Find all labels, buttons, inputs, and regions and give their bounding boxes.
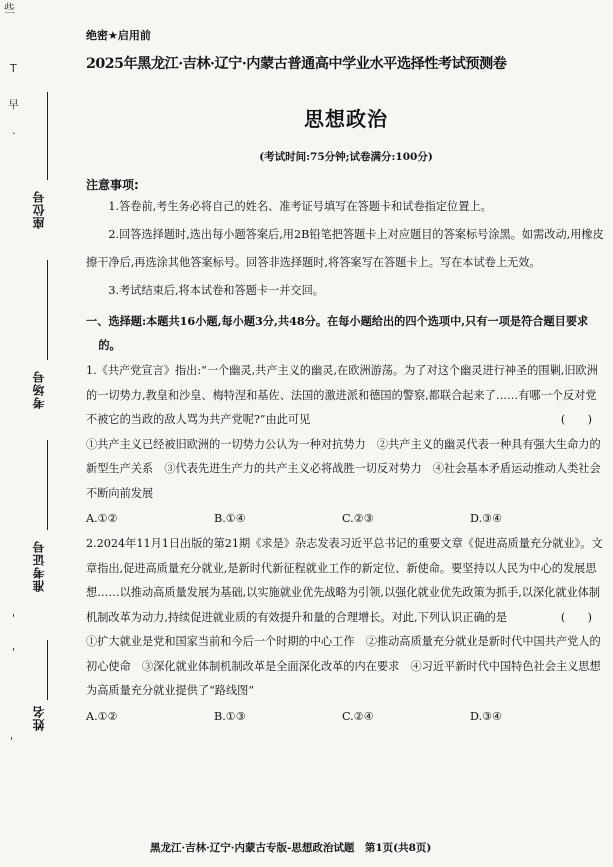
question-options — [86, 506, 606, 532]
binding-margin — [0, 0, 62, 867]
option-b: B.①④ — [214, 512, 246, 525]
question-stem: 2.2024年11月1日出版的第21期《求是》杂志发表习近平总书记的重要文章《促进高质量充分就业》。文章指出,促进高质量充分就业,是新时代新征程就业工作的新定位、新使命。要坚持以人民为中心的发展思想……以推动高质量发展为基础,以实施就业优先战略为引领,以强化就业优先政策为抓手,以深化就业体制机制改革为动力,持续促进就业质的有效提升和量的合理增长。对此,下列认识正确的是 ( ) — [86, 532, 606, 630]
note-item: 1.答卷前,考生务必将自己的姓名、准考证号填写在答题卡和试卷指定位置上。 — [108, 200, 492, 213]
side-mark-2: 早 — [8, 98, 19, 111]
name-label: 姓名 — [32, 705, 46, 731]
side-mark-1: T — [10, 62, 17, 75]
option-a: A.①② — [86, 512, 118, 525]
seat-line — [47, 92, 48, 180]
option-c: C.②③ — [342, 512, 374, 525]
ticket-number-label: 准考证号 — [32, 540, 46, 592]
question-stem: 1.《共产党宣言》指出:“一个幽灵,共产主义的幽灵,在欧洲游荡。为了对这个幽灵进行神圣的围剿,旧欧洲的一切势力,教皇和沙皇、梅特涅和基佐、法国的激进派和德国的警察,都联合起来了……有哪一个反对党不被它的当政的敌人骂为共产党呢?”由此可见 ( ) — [86, 359, 606, 433]
answer-paren: ( ) — [560, 413, 592, 426]
option-d: D.③④ — [470, 512, 503, 525]
notes-heading: 注意事项: — [86, 178, 139, 192]
side-mark-5: ' — [12, 646, 16, 659]
seat-number-label: 座位号 — [32, 190, 46, 229]
ticket-line — [47, 440, 48, 530]
page-footer: 黑龙江·吉林·辽宁·内蒙古专版-思想政治试题 第1页(共8页) — [150, 842, 432, 854]
exam-title: 2025年黑龙江·吉林·辽宁·内蒙古普通高中学业水平选择性考试预测卷 — [86, 56, 507, 72]
option-b: B.①③ — [214, 709, 246, 723]
name-line — [47, 640, 48, 700]
question-2 — [86, 532, 606, 730]
question-statements: ①扩大就业是党和国家当前和今后一个时期的中心工作 ②推动高质量充分就业是新时代中国共产党人的初心使命 ③深化就业体制机制改革是全面深化改革的内在要求 ④习近平新时代中国特色社会主义思想为高质量充分就业提供了“路线图” — [86, 635, 601, 697]
room-line — [47, 260, 48, 360]
option-a: A.①② — [86, 709, 118, 723]
corner-mark: 些 — [4, 2, 15, 15]
confidential-tag: 绝密★启用前 — [86, 29, 151, 42]
exam-room-label: 考场号 — [32, 370, 46, 409]
note-item: 2.回答选择题时,选出每小题答案后,用2B铅笔把答题卡上对应题目的答案标号涂黑。如需改动,用橡皮擦干净后,再选涂其他答案标号。回答非选择题时,将答案写在答题卡上。写在本试卷上无效。 — [86, 228, 604, 269]
side-mark-4: ' — [12, 612, 16, 625]
question-options — [86, 704, 606, 730]
subject-title: 思想政治 — [304, 107, 388, 131]
answer-paren: ( ) — [560, 610, 592, 624]
option-d: D.③④ — [470, 709, 503, 723]
note-item: 3.考试结束后,将本试卷和答题卡一并交回。 — [108, 284, 324, 297]
section-heading: 一、选择题:本题共16小题,每小题3分,共48分。在每小题给出的四个选项中,只有一项是符合题目要求的。 — [86, 314, 589, 352]
side-mark-6: ' — [10, 735, 14, 748]
question-1 — [86, 359, 606, 532]
option-c: C.②④ — [342, 709, 374, 723]
question-statements: ①共产主义已经被旧欧洲的一切势力公认为一种对抗势力 ②共产主义的幽灵代表一种具有强大生命力的新型生产关系 ③代表先进生产力的共产主义必将战胜一切反对势力 ④社会基本矛盾运动推动人类社会不断向前发展 — [86, 437, 601, 500]
exam-page — [86, 27, 606, 730]
exam-meta: (考试时间:75分钟;试卷满分:100分) — [259, 151, 433, 163]
side-mark-3: . — [12, 124, 16, 137]
